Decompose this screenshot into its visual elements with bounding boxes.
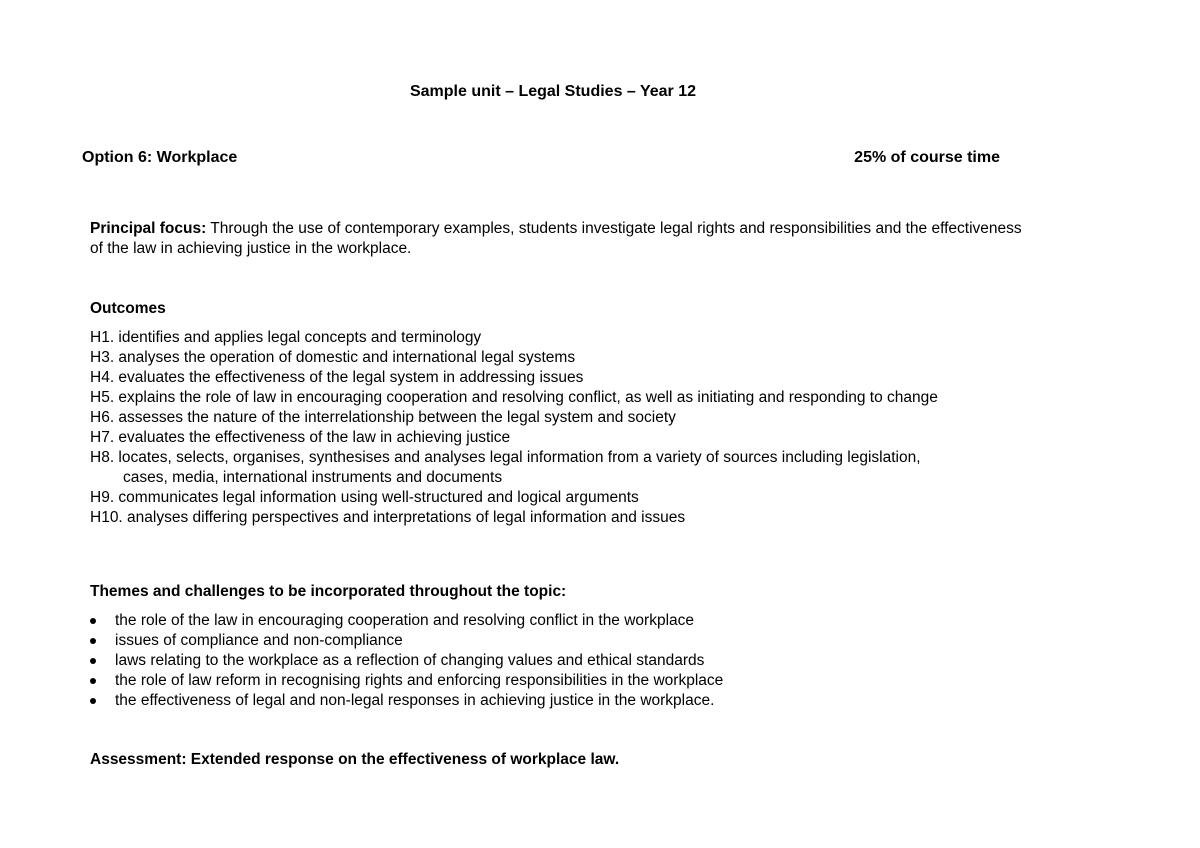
outcome-item: H1. identifies and applies legal concepts and terminology (90, 329, 482, 346)
outcomes-list (90, 328, 1020, 528)
principal-focus-label: Principal focus: (90, 220, 207, 237)
bullet-icon (90, 658, 96, 664)
outcome-item: H5. explains the role of law in encouraging cooperation and resolving conflict, as well as initiating and responding to change (90, 389, 938, 406)
bullet-icon (90, 618, 96, 624)
outcome-item: H9. communicates legal information using well-structured and logical arguments (90, 489, 639, 506)
principal-focus (90, 219, 1030, 259)
theme-item: the role of the law in encouraging cooperation and resolving conflict in the workplace (90, 611, 990, 631)
theme-item: issues of compliance and non-compliance (90, 631, 990, 651)
themes-list (90, 611, 990, 711)
outcome-item: H3. analyses the operation of domestic and international legal systems (90, 349, 576, 366)
theme-item: laws relating to the workplace as a reflection of changing values and ethical standards (90, 651, 990, 671)
assessment: Assessment: Extended response on the effectiveness of workplace law. (90, 751, 620, 768)
bullet-icon (90, 638, 96, 644)
theme-item: the role of law reform in recognising rights and enforcing responsibilities in the workplace (90, 671, 990, 691)
page-title: Sample unit – Legal Studies – Year 12 (409, 83, 697, 100)
themes-heading: Themes and challenges to be incorporated throughout the topic: (90, 583, 567, 600)
bullet-icon (90, 678, 96, 684)
outcome-item: H4. evaluates the effectiveness of the legal system in addressing issues (90, 369, 584, 386)
outcome-item: H10. analyses differing perspectives and interpretations of legal information and issues (90, 509, 686, 526)
theme-item: the effectiveness of legal and non-legal responses in achieving justice in the workplace. (90, 691, 990, 711)
outcome-item: H7. evaluates the effectiveness of the law in achieving justice (90, 429, 511, 446)
option-name: Option 6: Workplace (82, 149, 238, 166)
outcomes-heading: Outcomes (90, 300, 166, 317)
course-time: 25% of course time (854, 149, 1000, 166)
outcome-continuation: cases, media, international instruments and documents (123, 469, 503, 486)
principal-focus-text: Through the use of contemporary examples, students investigate legal rights and responsibilities and the effectiveness of the law in achieving justice in the workplace. (90, 220, 1022, 257)
bullet-icon (90, 698, 96, 704)
outcome-item: H6. assesses the nature of the interrelationship between the legal system and society (90, 409, 676, 426)
outcome-item: H8. locates, selects, organises, synthesises and analyses legal information from a variety of sources including legislation, cases, media, international instruments and documents (90, 448, 1020, 488)
